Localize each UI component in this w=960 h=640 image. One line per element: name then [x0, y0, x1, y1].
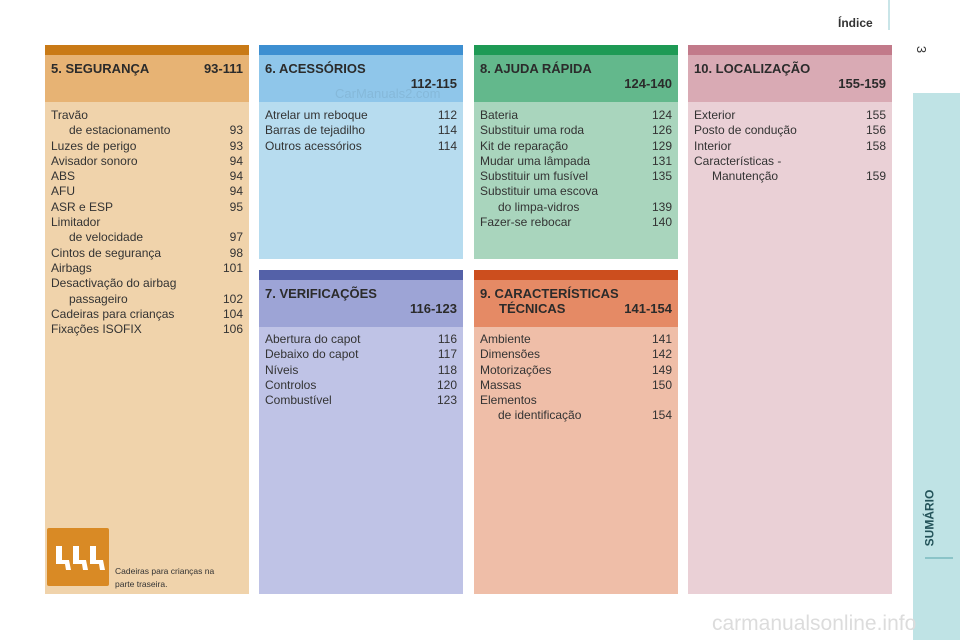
index-entry-label: Combustível [265, 393, 332, 408]
section-caracteristicas[interactable] [474, 270, 678, 594]
index-entry[interactable] [480, 408, 672, 423]
index-entry[interactable] [694, 169, 886, 184]
section-pages: 155-159 [838, 76, 886, 91]
index-entry[interactable] [694, 123, 886, 138]
index-entry-page: 93 [229, 138, 243, 153]
section-pages: 112-115 [410, 76, 457, 91]
header-divider [888, 0, 890, 30]
index-entry-label: Bateria [480, 108, 519, 122]
index-entry-page: 139 [651, 199, 672, 214]
index-entry-page: 101 [222, 260, 243, 275]
index-entry[interactable] [694, 108, 886, 123]
index-entry-label: Características - [694, 153, 782, 168]
section-header[interactable] [45, 55, 249, 102]
index-entry-page: 142 [651, 347, 672, 362]
index-entry-page: 95 [229, 199, 243, 214]
index-entry-label: Barras de tejadilho [265, 123, 366, 138]
index-entry[interactable] [480, 332, 672, 347]
index-entry-page: 117 [437, 347, 457, 362]
index-entry-page: 141 [651, 332, 672, 346]
section-title: 6. ACESSÓRIOS [265, 61, 366, 76]
index-entry[interactable] [51, 246, 243, 261]
index-entry[interactable] [480, 123, 672, 138]
section-verificacoes[interactable] [259, 270, 463, 594]
index-entry[interactable] [51, 108, 243, 123]
index-entry-page: 116 [437, 332, 457, 346]
index-entry-label: Abertura do capot [265, 332, 361, 346]
index-entry[interactable] [265, 363, 457, 378]
section-items [265, 332, 457, 408]
icon-caption: Cadeiras para crianças na parte traseira. [115, 566, 215, 589]
index-entry-label: Fixações ISOFIX [51, 322, 142, 337]
index-entry[interactable] [51, 230, 243, 245]
index-entry-label: Motorizações [480, 362, 552, 377]
section-color-bar [474, 270, 678, 280]
index-entry-label: Ambiente [480, 332, 531, 346]
index-entry-label: Massas [480, 377, 522, 392]
index-entry-label: Dimensões [480, 347, 541, 362]
section-title: 8. AJUDA RÁPIDA [480, 61, 592, 76]
section-title: 7. VERIFICAÇÕES [265, 286, 377, 301]
index-entry-label: Fazer-se rebocar [480, 215, 572, 230]
index-entry[interactable] [265, 393, 457, 408]
index-entry[interactable] [265, 347, 457, 362]
index-entry-page: 126 [651, 123, 672, 138]
index-entry-label: Cintos de segurança [51, 245, 162, 260]
index-entry[interactable] [480, 347, 672, 362]
section-title: 5. SEGURANÇA [51, 61, 150, 76]
index-entry[interactable] [51, 292, 243, 307]
section-header[interactable] [474, 280, 678, 327]
index-entry-page: 118 [437, 362, 457, 377]
section-color-bar [259, 270, 463, 280]
section-header[interactable] [474, 55, 678, 102]
index-entry-label: de estacionamento [69, 123, 171, 138]
index-entry-label: Controlos [265, 377, 317, 392]
section-title-line2: TÉCNICAS [499, 301, 566, 316]
index-entry[interactable] [265, 123, 457, 138]
index-entry[interactable] [694, 154, 886, 169]
index-entry[interactable] [51, 169, 243, 184]
index-entry-page: 129 [651, 138, 672, 153]
index-entry-label: passageiro [69, 291, 128, 306]
index-entry-label: de identificação [498, 408, 582, 423]
index-entry-page: 98 [229, 245, 243, 260]
index-entry[interactable] [51, 184, 243, 199]
index-entry[interactable] [265, 139, 457, 154]
section-header[interactable] [688, 55, 892, 102]
index-entry-label: Outros acessórios [265, 138, 362, 153]
page-number: 3 [914, 45, 930, 54]
index-entry[interactable] [51, 322, 243, 337]
index-entry-label: Avisador sonoro [51, 153, 138, 168]
index-entry[interactable] [480, 184, 672, 199]
index-entry-page: 156 [865, 123, 886, 138]
index-entry-page: 131 [651, 153, 672, 168]
section-items [694, 108, 886, 184]
side-tab-label[interactable]: SUMÁRIO [922, 489, 937, 547]
index-entry-page: 114 [437, 138, 457, 153]
index-entry-label: Airbags [51, 260, 92, 275]
section-ajuda-rapida[interactable] [474, 45, 678, 259]
index-entry[interactable] [480, 378, 672, 393]
index-entry-label: Travão [51, 108, 88, 122]
index-entry-label: ABS [51, 169, 76, 184]
index-entry[interactable] [480, 215, 672, 230]
section-pages: 93-111 [203, 61, 243, 76]
index-entry[interactable] [51, 307, 243, 322]
watermark-bottom: carmanualsonline.info [712, 612, 917, 635]
index-entry[interactable] [480, 139, 672, 154]
index-entry-label: Debaixo do capot [265, 347, 359, 362]
index-entry[interactable] [51, 123, 243, 138]
index-entry[interactable] [51, 215, 243, 230]
section-acessorios[interactable] [259, 45, 463, 259]
index-entry[interactable] [480, 108, 672, 123]
section-header[interactable] [259, 280, 463, 327]
index-entry-label: Posto de condução [694, 123, 797, 138]
index-entry[interactable] [51, 139, 243, 154]
index-entry-label: Desactivação do airbag [51, 276, 177, 291]
index-entry-page: 102 [222, 291, 243, 306]
index-entry[interactable] [51, 261, 243, 276]
index-entry[interactable] [51, 276, 243, 291]
index-entry-page: 94 [229, 169, 243, 184]
index-entry[interactable] [51, 154, 243, 169]
index-entry-page: 154 [651, 408, 672, 423]
index-entry-page: 155 [865, 108, 886, 122]
index-entry-label: Substituir uma escova [480, 184, 599, 199]
section-title: 9. CARACTERÍSTICAS [480, 286, 619, 301]
section-color-bar [474, 45, 678, 55]
section-title: 10. LOCALIZAÇÃO [694, 61, 811, 76]
index-entry-label: Mudar uma lâmpada [480, 153, 591, 168]
index-entry-page: 93 [229, 123, 243, 138]
index-entry-page: 135 [651, 169, 672, 184]
section-items [480, 108, 672, 230]
index-entry-page: 159 [865, 169, 886, 184]
index-entry-label: Substituir uma roda [480, 123, 585, 138]
index-entry-label: Atrelar um reboque [265, 108, 368, 122]
index-entry[interactable] [480, 363, 672, 378]
index-entry-page: 158 [865, 138, 886, 153]
page-header-title: Índice [838, 16, 873, 30]
section-color-bar [688, 45, 892, 55]
index-entry-label: Kit de reparação [480, 138, 569, 153]
index-entry-label: Interior [694, 138, 732, 153]
index-entry-page: 114 [437, 123, 457, 138]
index-entry-label: Substituir um fusível [480, 169, 589, 184]
index-entry-label: AFU [51, 184, 75, 199]
index-entry-label: Limitador [51, 215, 101, 230]
index-entry-page: 94 [229, 153, 243, 168]
section-pages: 116-123 [410, 301, 457, 316]
index-entry-page: 150 [651, 377, 672, 392]
index-entry-page: 104 [222, 306, 243, 321]
watermark-top: CarManuals2.com [335, 86, 441, 101]
index-entry-page: 106 [222, 322, 243, 337]
index-entry[interactable] [480, 154, 672, 169]
index-entry[interactable] [694, 139, 886, 154]
index-entry-page: 112 [437, 108, 457, 122]
index-entry[interactable] [265, 378, 457, 393]
index-entry-page: 124 [651, 108, 672, 122]
index-entry-label: Elementos [480, 393, 537, 408]
section-color-bar [259, 45, 463, 55]
section-items [51, 108, 243, 337]
index-entry[interactable] [480, 200, 672, 215]
index-entry-page: 97 [229, 230, 243, 245]
index-entry-label: Cadeiras para crianças [51, 306, 175, 321]
index-entry-label: do limpa-vidros [498, 199, 580, 214]
index-entry[interactable] [480, 393, 672, 408]
section-pages: 124-140 [624, 76, 672, 91]
index-entry-page: 94 [229, 184, 243, 199]
side-tab-marker [925, 557, 953, 559]
index-entry-page: 140 [651, 215, 672, 230]
index-entry[interactable] [265, 332, 457, 347]
index-entry[interactable] [51, 200, 243, 215]
section-items [480, 332, 672, 424]
index-entry-page: 123 [436, 393, 457, 408]
section-localizacao[interactable] [688, 45, 892, 594]
section-color-bar [45, 45, 249, 55]
index-entry-page: 120 [436, 377, 457, 392]
index-entry-label: de velocidade [69, 230, 144, 245]
child-seats-icon [47, 528, 109, 586]
index-entry[interactable] [480, 169, 672, 184]
index-entry-label: ASR e ESP [51, 199, 114, 214]
index-entry-page: 149 [651, 362, 672, 377]
index-entry-label: Manutenção [712, 169, 779, 184]
section-pages: 141-154 [624, 301, 672, 316]
index-entry-label: Níveis [265, 362, 299, 377]
section-items [265, 108, 457, 154]
index-entry-label: Luzes de perigo [51, 138, 137, 153]
index-entry[interactable] [265, 108, 457, 123]
index-entry-label: Exterior [694, 108, 736, 122]
section-seguranca[interactable] [45, 45, 249, 594]
